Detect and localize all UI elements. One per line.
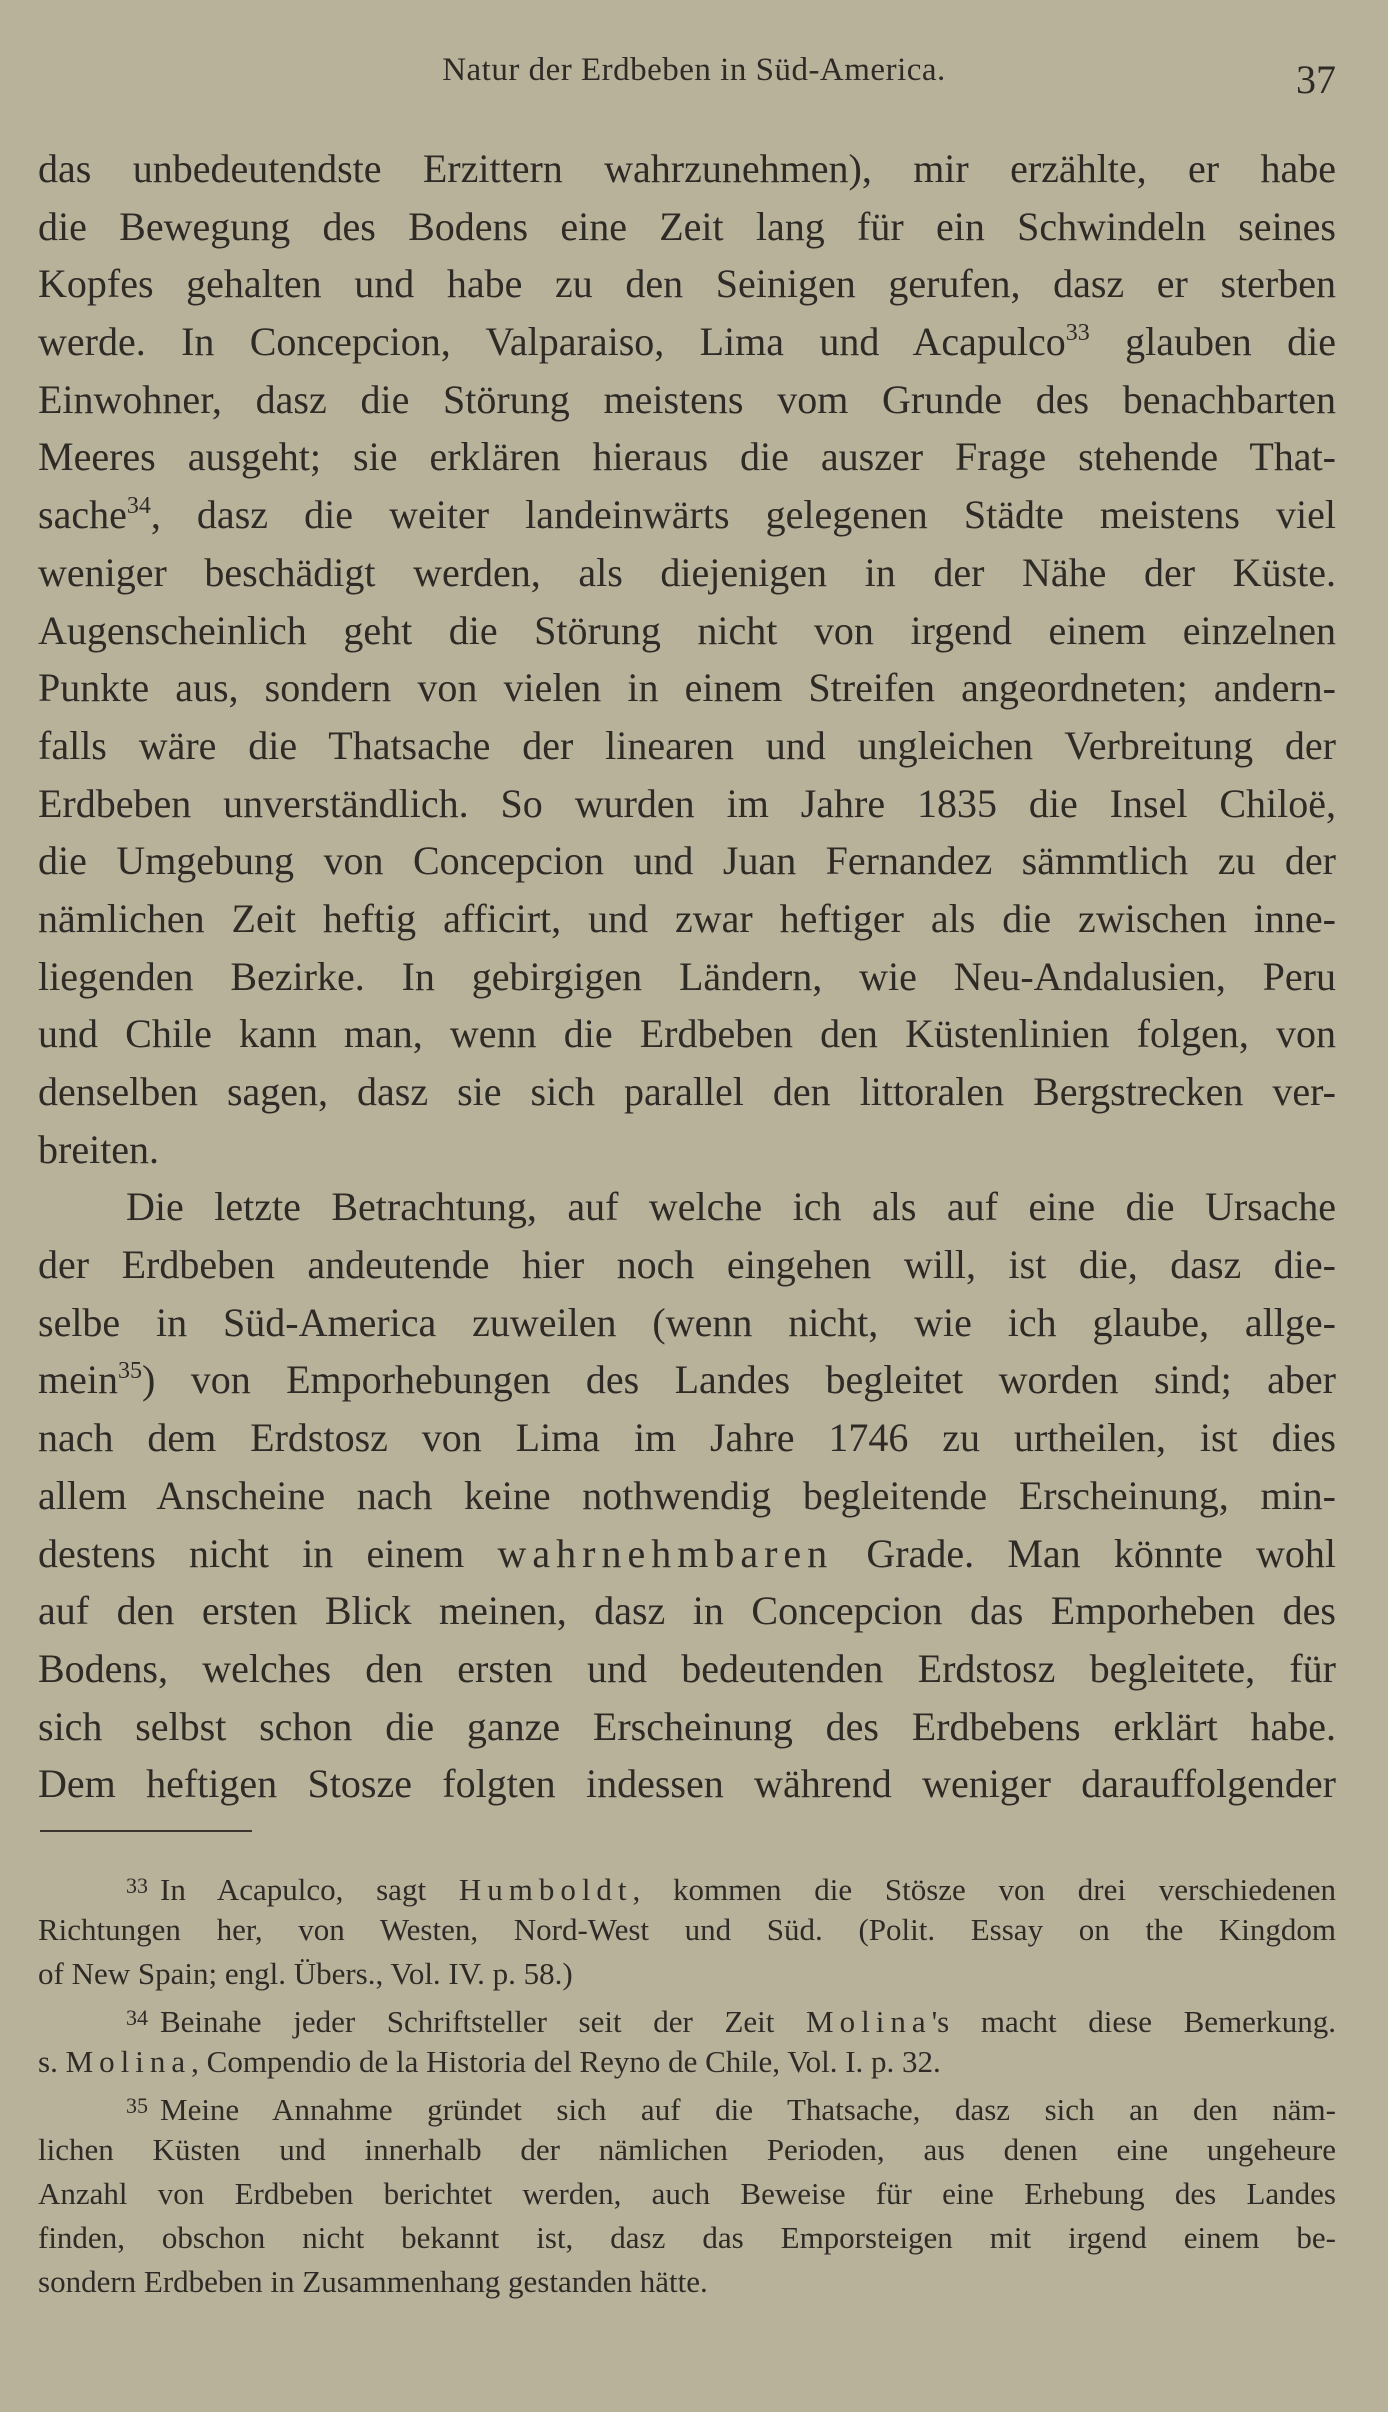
text-line: mein$^{35}$) von Emporhebungen des Landes begleitet worden sind; aber	[38, 1357, 1336, 1403]
text-line: Bodens, welches den ersten und bedeutenden Erdstosz begleitete, für	[38, 1645, 1336, 1691]
footnote-line: finden, obschon nicht bekannt ist, dasz das Emporsteigen mit irgend einem be-	[38, 2220, 1336, 2255]
footnote-ref-33[interactable]: 33	[1065, 320, 1090, 347]
text-line: Kopfes gehalten und habe zu den Seinigen gerufen, dasz er sterben	[38, 261, 1336, 307]
text-line: das unbedeutendste Erzittern wahrzunehmen), mir erzählte, er habe	[38, 146, 1336, 191]
footnote-line: Richtungen her, von Westen, Nord-West und Süd. (Polit. Essay on the Kingdom	[38, 1912, 1336, 1947]
text-line: und Chile kann man, wenn die Erdbeben den Küstenlinien folgen, von	[38, 1011, 1336, 1057]
text-line: der Erdbeben andeutende hier noch eingehen will, ist die, dasz die-	[38, 1242, 1336, 1288]
text-line: nämlichen Zeit heftig afficirt, und zwar heftiger als die zwischen inne-	[38, 895, 1336, 941]
text-line: Punkte aus, sondern von vielen in einem Streifen angeordneten; andern-	[38, 665, 1336, 711]
text-line: selbe in Süd-America zuweilen (wenn nicht, wie ich glaube, allge-	[38, 1299, 1336, 1345]
footnote-line: sondern Erdbeben in Zusammenhang gestanden hätte.	[38, 2264, 708, 2299]
page-header	[0, 50, 1388, 100]
footnote-divider	[40, 1830, 252, 1832]
footnote-ref-34[interactable]: 34	[126, 493, 151, 520]
footnote-ref-35[interactable]: 35	[117, 1358, 142, 1385]
text-line: Die letzte Betrachtung, auf welche ich als auf eine die Ursache	[126, 1184, 1336, 1230]
footnote-line: lichen Küsten und innerhalb der nämlichen Perioden, aus denen eine ungeheure	[38, 2132, 1336, 2167]
text-line: breiten.	[38, 1126, 160, 1172]
text-line: Dem heftigen Stosze folgten indessen während weniger darauffolgender	[38, 1761, 1336, 1807]
text-line: weniger beschädigt werden, als diejenigen in der Nähe der Küste.	[38, 549, 1336, 595]
footnote-line: Anzahl von Erdbeben berichtet werden, auch Beweise für eine Erhebung des Landes	[38, 2176, 1336, 2211]
text-line: Augenscheinlich geht die Störung nicht von irgend einem einzelnen	[38, 607, 1336, 653]
footnote-35: $^{35}$ Meine Annahme gründet sich auf die Thatsache, dasz sich an den näm-	[126, 2092, 1336, 2127]
text-line: sich selbst schon die ganze Erscheinung des Erdbebens erklärt habe.	[38, 1703, 1336, 1749]
text-line: allem Anscheine nach keine nothwendig begleitende Erscheinung, min-	[38, 1472, 1336, 1518]
text-line: nach dem Erdstosz von Lima im Jahre 1746 zu urtheilen, ist dies	[38, 1415, 1336, 1461]
text-line: die Umgebung von Concepcion und Juan Fernandez sämmtlich zu der	[38, 838, 1336, 884]
text-line: Einwohner, dasz die Störung meistens vom Grunde des benachbarten	[38, 376, 1336, 422]
main-text	[38, 140, 1336, 1813]
text-line: falls wäre die Thatsache der linearen und ungleichen Verbreitung der	[38, 722, 1336, 768]
footnotes	[38, 1864, 1336, 2304]
footnote-33: $^{33}$ In Acapulco, sagt Humboldt, kommen die Stösze von drei verschiedenen	[126, 1872, 1337, 1907]
text-line: denselben sagen, dasz sie sich parallel den littoralen Bergstrecken ver-	[38, 1069, 1336, 1114]
text-line: Meeres ausgeht; sie erklären hieraus die auszer Frage stehende That-	[38, 434, 1336, 480]
text-line: werde. In Concepcion, Valparaiso, Lima und Acapulco$^{33}$ glauben die	[38, 319, 1336, 365]
footnote-line: s. Molina, Compendio de la Historia del Reyno de Chile, Vol. I. p. 32.	[38, 2044, 941, 2079]
text-line: liegenden Bezirke. In gebirgigen Ländern, wie Neu-Andalusien, Peru	[38, 953, 1336, 999]
footnote-34: $^{34}$ Beinahe jeder Schriftsteller seit der Zeit Molina's macht diese Bemerkung.	[126, 2004, 1336, 2039]
running-title: Natur der Erdbeben in Süd-America.	[442, 52, 946, 88]
text-line: sache$^{34}$, dasz die weiter landeinwärts gelegenen Städte meistens viel	[38, 492, 1336, 538]
text-line: Erdbeben unverständlich. So wurden im Jahre 1835 die Insel Chiloë,	[38, 780, 1336, 826]
emphasis-spaced: wahrnehmbaren	[497, 1530, 834, 1576]
text-line: destens nicht in einem wahrnehmbaren Grade. Man könnte wohl	[38, 1530, 1336, 1576]
footnote-line: of New Spain; engl. Übers., Vol. IV. p. 58.)	[38, 1956, 573, 1991]
text-line: die Bewegung des Bodens eine Zeit lang für ein Schwindeln seines	[38, 203, 1336, 249]
page-number: 37	[1296, 57, 1336, 102]
text-line: auf den ersten Blick meinen, dasz in Concepcion das Emporheben des	[38, 1588, 1336, 1634]
